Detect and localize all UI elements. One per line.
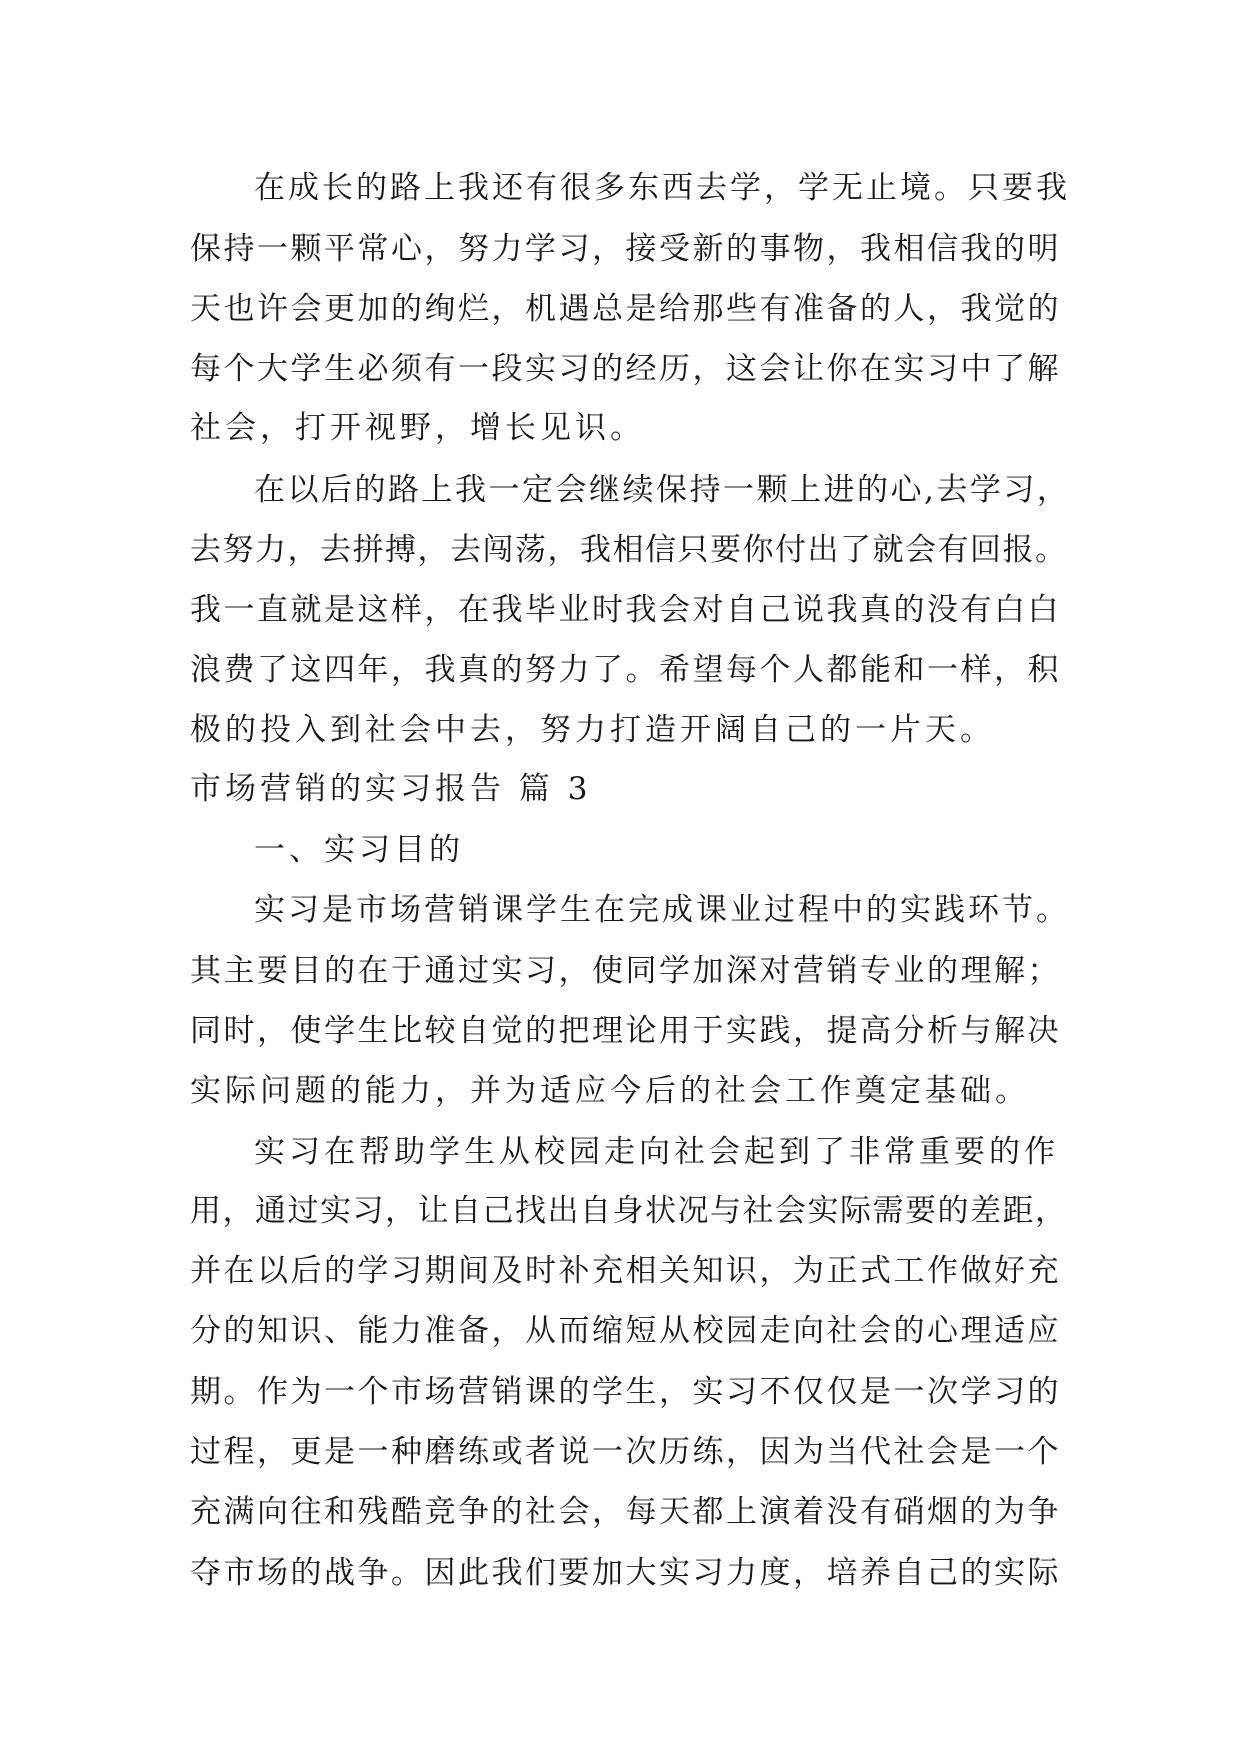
paragraph-line: 去努力，去拼搏，去闯荡，我相信只要你付出了就会有回报。: [190, 532, 1068, 568]
paragraph-line: 我一直就是这样，在我毕业时我会对自己说我真的没有白白: [190, 592, 1061, 628]
paragraph-line: 期。作为一个市场营销课的学生，实习不仅仅是一次学习的: [190, 1374, 1061, 1410]
paragraph-line: 社会，打开视野，增长见识。: [190, 410, 645, 446]
paragraph-line: 其主要目的在于通过实习，使同学加深对营销专业的理解；: [190, 953, 1061, 989]
paragraph-line: 保持一颗平常心，努力学习，接受新的事物，我相信我的明: [190, 231, 1061, 267]
paragraph-line: 天也许会更加的绚烂，机遇总是给那些有准备的人，我觉的: [190, 291, 1061, 327]
paragraph-line: 实习在帮助学生从校园走向社会起到了非常重要的作: [254, 1134, 1059, 1170]
paragraph-line: 实际问题的能力，并为适应今后的社会工作奠定基础。: [190, 1073, 1030, 1109]
paragraph-line: 分的知识、能力准备，从而缩短从校园走向社会的心理适应: [190, 1313, 1061, 1349]
paragraph-line: 每个大学生必须有一段实习的经历，这会让你在实习中了解: [190, 351, 1061, 387]
subsection-title: 一、实习目的: [254, 832, 464, 868]
paragraph-line: 并在以后的学习期间及时补充相关知识，为正式工作做好充: [190, 1253, 1061, 1289]
paragraph-line: 浪费了这四年，我真的努力了。希望每个人都能和一样，积: [190, 652, 1061, 688]
paragraph-line: 在以后的路上我一定会继续保持一颗上进的心,去学习，: [254, 472, 1071, 508]
paragraph-line: 过程，更是一种磨练或者说一次历练，因为当代社会是一个: [190, 1434, 1061, 1470]
paragraph-line: 充满向往和残酷竞争的社会，每天都上演着没有硝烟的为争: [190, 1494, 1061, 1530]
paragraph-line: 用，通过实习，让自己找出自身状况与社会实际需要的差距，: [190, 1193, 1068, 1229]
paragraph-line: 同时，使学生比较自觉的把理论用于实践，提高分析与解决: [190, 1013, 1061, 1049]
paragraph-line: 实习是市场营销课学生在完成课业过程中的实践环节。: [254, 892, 1070, 928]
section-title: 市场营销的实习报告 篇 3: [190, 771, 592, 807]
paragraph-line: 极的投入到社会中去，努力打造开阔自己的一片天。: [190, 712, 995, 748]
paragraph-line: 夺市场的战争。因此我们要加大实习力度，培养自己的实际: [190, 1555, 1061, 1591]
paragraph-line: 在成长的路上我还有很多东西去学，学无止境。只要我: [254, 170, 1070, 206]
